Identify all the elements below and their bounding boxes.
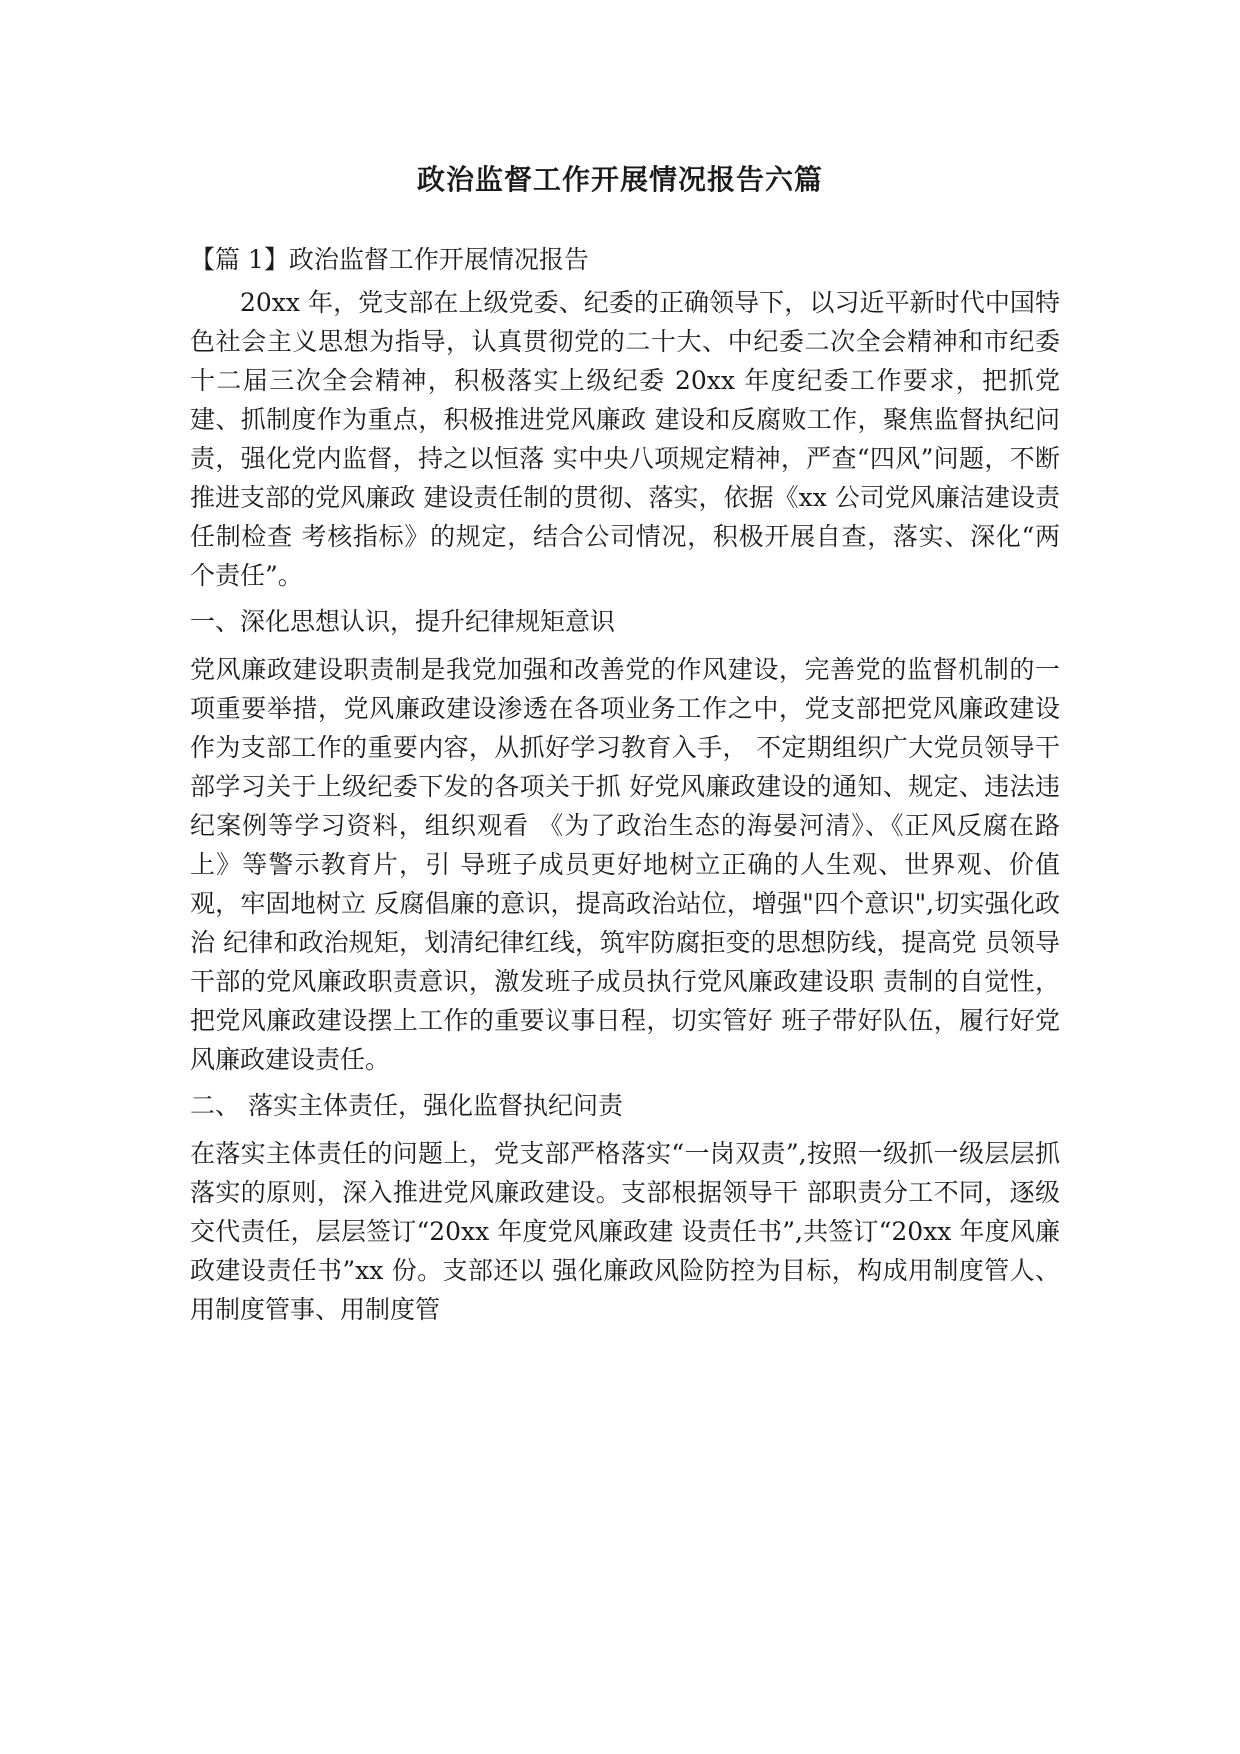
document-body [190,240,1060,1336]
section-heading-2: 二、 落实主体责任，强化监督执纪问责 [190,1091,623,1120]
section-paragraph-2: 在落实主体责任的问题上，党支部严格落实“一岗双责”,按照一级抓一级层层抓落实的原则，深入推进党风廉政建设。支部根据领导干 部职责分工不同，逐级交代责任，层层签订“20xx 年度党风廉政建 设责任书”,共签订“20xx 年度风廉政建设责任书”xx 份。支部还以 强化廉政风险防控为目标，构成用制度管人、用制度管事、用制度管 [190,1139,1060,1324]
document-title: 政治监督工作开展情况报告六篇 [416,163,823,196]
intro-paragraph: 20xx 年，党支部在上级党委、纪委的正确领导下，以习近平新时代中国特色社会主义思想为指导，认真贯彻党的二十大、中纪委二次全会精神和市纪委十二届三次全会精神，积极落实上级纪委 20xx 年度纪委工作要求，把抓党建、抓制度作为重点，积极推进党风廉政 建设和反腐败工作，聚焦监督执纪问责，强化党内监督，持之以恒落 实中央八项规定精神，严查“四风”问题，不断推进支部的党风廉政 建设责任制的贯彻、落实，依据《xx 公司党风廉洁建设责任制检查 考核指标》的规定，结合公司情况，积极开展自查，落实、深化“两 个责任”。 [190,288,1060,590]
section-heading-1: 一、深化思想认识，提升纪律规矩意识 [190,607,616,636]
section-paragraph-1: 党风廉政建设职责制是我党加强和改善党的作风建设，完善党的监督机制的一项重要举措，党风廉政建设渗透在各项业务工作之中，党支部把党风廉政建设作为支部工作的重要内容，从抓好学习教育入手， 不定期组织广大党员领导干部学习关于上级纪委下发的各项关于抓 好党风廉政建设的通知、规定、违法违纪案例等学习资料，组织观看 《为了政治生态的海晏河清》、《正风反腐在路上》等警示教育片，引 导班子成员更好地树立正确的人生观、世界观、价值观，牢固地树立 反腐倡廉的意识，提高政治站位，增强"四个意识",切实强化政治 纪律和政治规矩，划清纪律红线，筑牢防腐拒变的思想防线，提高党 员领导干部的党风廉政职责意识，激发班子成员执行党风廉政建设职 责制的自觉性，把党风廉政建设摆上工作的重要议事日程，切实管好 班子带好队伍，履行好党风廉政建设责任。 [190,655,1060,1074]
chapter-heading: 【篇 1】政治监督工作开展情况报告 [190,245,589,274]
